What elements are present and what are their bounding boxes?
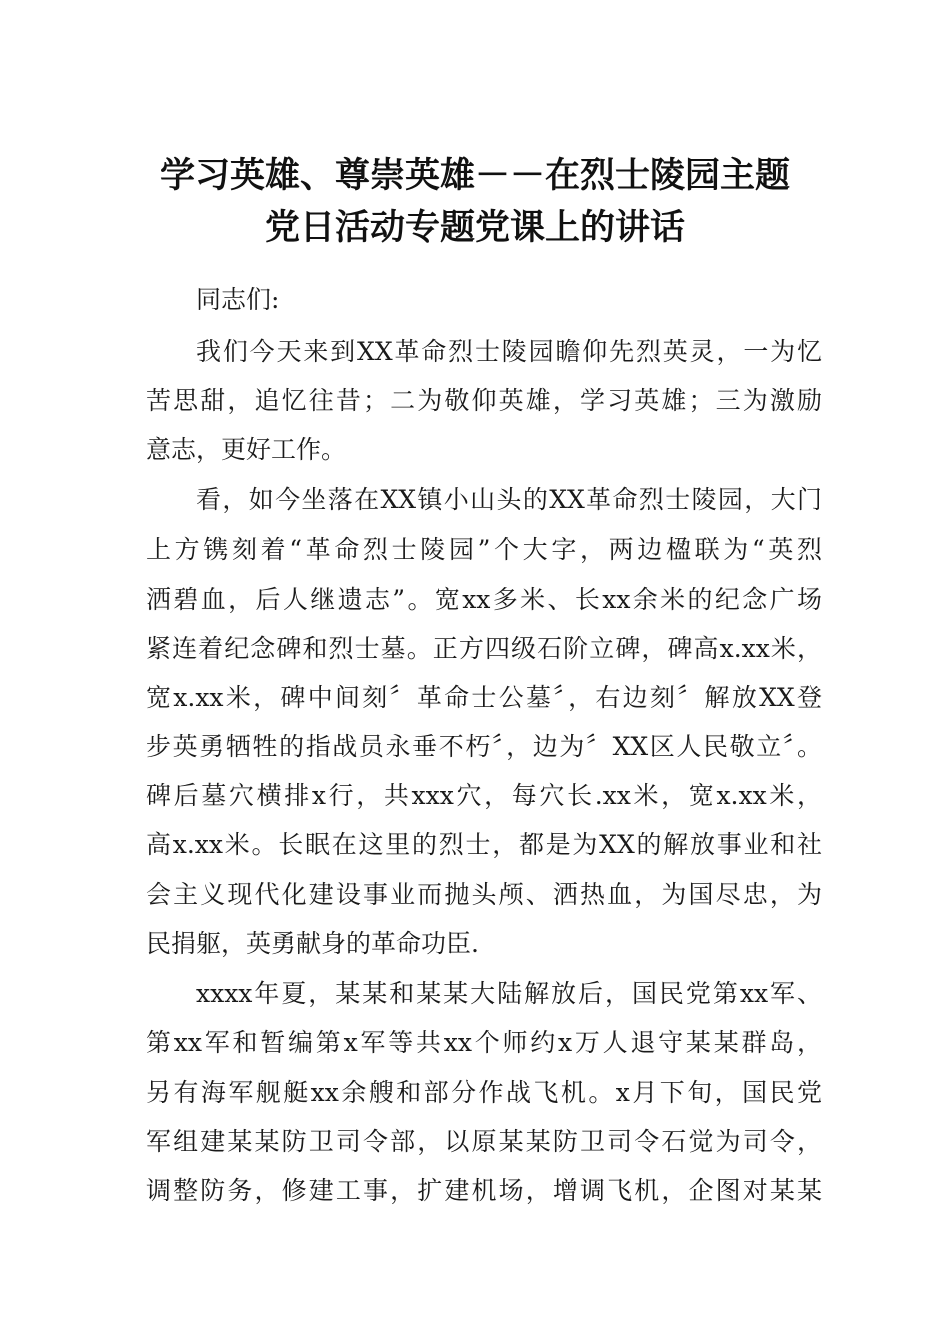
paragraph-2-line: 上方镌刻着“革命烈士陵园”个大字，两边楹联为“英烈 bbox=[146, 535, 822, 564]
document-title-line-1: 学习英雄、尊崇英雄－－在烈士陵园主题 bbox=[159, 155, 790, 196]
paragraph-1-line: 苦思甜，追忆往昔；二为敬仰英雄，学习英雄；三为激励 bbox=[146, 386, 822, 415]
paragraph-2-line: 民捐躯，英勇献身的革命功臣. bbox=[146, 929, 479, 958]
paragraph-2-line: 碑后墓穴横排x行，共xxx穴，每穴长.xx米，宽x.xx米， bbox=[146, 781, 822, 810]
paragraph-2-line: 宽x.xx米，碑中间刻〞革命士公墓〞，右边刻〞解放XX登 bbox=[146, 683, 822, 712]
paragraph-2-line: 会主义现代化建设事业而抛头颅、洒热血，为国尽忠，为 bbox=[146, 880, 822, 909]
greeting: 同志们: bbox=[196, 285, 280, 314]
paragraph-2-line: 紧连着纪念碑和烈士墓。正方四级石阶立碑，碑高x.xx米， bbox=[146, 634, 822, 663]
paragraph-1-line: 我们今天来到XX革命烈士陵园瞻仰先烈英灵，一为忆 bbox=[196, 337, 822, 366]
paragraph-1-line: 意志，更好工作。 bbox=[146, 435, 347, 464]
paragraph-3-line: 军组建某某防卫司令部，以原某某防卫司令石觉为司令， bbox=[146, 1127, 822, 1156]
paragraph-2-line: 洒碧血，后人继遗志”。宽xx多米、长xx余米的纪念广场 bbox=[146, 585, 822, 614]
paragraph-3-line: 第xx军和暂编第x军等共xx个师约x万人退守某某群岛， bbox=[146, 1028, 822, 1057]
paragraph-3-line: xxxx年夏，某某和某某大陆解放后，国民党第xx军、 bbox=[196, 979, 822, 1008]
paragraph-2-line: 步英勇牺牲的指战员永垂不朽〞，边为〞XX区人民敬立〞。 bbox=[146, 732, 822, 761]
paragraph-3-line: 调整防务，修建工事，扩建机场，增调飞机，企图对某某 bbox=[146, 1176, 822, 1205]
paragraph-2-line: 高x.xx米。长眠在这里的烈士，都是为XX的解放事业和社 bbox=[146, 830, 822, 859]
document-title-line-2: 党日活动专题党课上的讲话 bbox=[264, 207, 685, 248]
paragraph-3-line: 另有海军舰艇xx余艘和部分作战飞机。x月下旬，国民党 bbox=[146, 1078, 822, 1107]
paragraph-2-line: 看，如今坐落在XX镇小山头的XX革命烈士陵园，大门 bbox=[196, 485, 822, 514]
